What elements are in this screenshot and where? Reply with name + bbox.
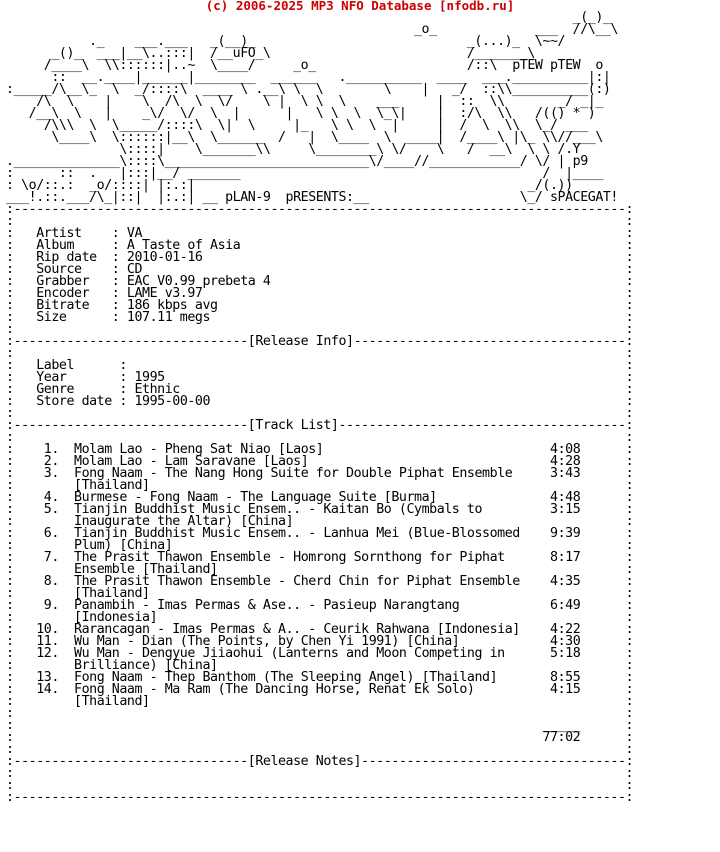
track-duration: 3:43 [550, 466, 581, 481]
ascii-art-line: .______________\::::\___________________________\/____//____________/ \/ | p9 [6, 154, 588, 169]
track-title: Ensemble [Thailand] [74, 562, 218, 577]
field-value: CD [126, 262, 143, 277]
ascii-art-line: : \o/::.: _o/::::| |:.:| _/(.)) [6, 178, 573, 193]
ascii-art-line: ___!.::.___/\_|::| |:.:| __ pLAN-9 pRESENTS:__ \_/ sPACEGAT! [6, 190, 618, 205]
track-number: 4. [13, 490, 59, 505]
field-label: Size [36, 310, 112, 325]
track-duration: 4:15 [550, 682, 581, 697]
field-value: LAME v3.97 [126, 286, 203, 301]
track-title: The Prasit Thawon Ensemble - Homrong Sornthong for Piphat [74, 550, 505, 565]
field-label: Label [36, 358, 120, 373]
field-value: 1995 [134, 370, 165, 385]
field-value: 1995-00-00 [134, 394, 211, 409]
total-time: 77:02 [542, 730, 581, 745]
field-label: Year [36, 370, 120, 385]
track-number: 6. [13, 526, 59, 541]
ascii-art-line: /\ \ | \ /\ \ \/ \ | \ \ \ ___ | :: \\ _/ _|_ [6, 94, 603, 109]
field-label: Source [36, 262, 112, 277]
track-number: 3. [13, 466, 59, 481]
track-number: 9. [13, 598, 59, 613]
ascii-art-line: ._ ___.___ _(__)_ _(...)_ \~~/ [6, 34, 566, 49]
track-title: Wu Man - Dengyue Jiiaohui (Lanterns and Moon Competing in [74, 646, 505, 661]
field-label: Album [36, 238, 112, 253]
track-duration: 4:22 [550, 622, 581, 637]
field-value: 186 kbps avg [126, 298, 218, 313]
track-title: Fong Naam - Thep Banthom (The Sleeping Angel) [Thailand] [74, 670, 498, 685]
field-value: VA [126, 226, 143, 241]
track-number: 2. [13, 454, 59, 469]
track-number: 13. [13, 670, 59, 685]
field-label: Encoder [36, 286, 112, 301]
track-title: Brilliance) [China] [74, 658, 218, 673]
track-title: Plum) [China] [74, 538, 173, 553]
track-title: The Prasit Thawon Ensemble - Cherd Chin for Piphat Ensemble [74, 574, 520, 589]
field-label: Rip date [36, 250, 112, 265]
track-duration: 4:08 [550, 442, 581, 457]
track-title: Tianjin Buddhist Music Ensem.. - Lanhua Mei (Blue-Blossomed [74, 526, 520, 541]
ascii-art-line: _()_ ___|__\..:::| /__uFO_\ /_______\ [6, 46, 535, 61]
track-duration: 9:39 [550, 526, 581, 541]
nfo-text: _(_)_ _o_ ___ //\__\ ._ ___.___ _(__)_ _(...)_ \~~/ _()_ ___|__\..:::| /__uFO_\ /_______\ /____\ \\::::::|..~ \____/ _o_ /::\ pTEW pTEW o :: __.____|______|________ ______ .__________ ____ ___.__________|:| :_____/\__\_ \ _/::::\ ____ \ .__\ \ \ \ | _/ ::\\__________(:) /\ \ | \ /\ \ \/ \ | \ \ \ ___ | :: \\ _/ _|_ /__\ \ | _\/ \/ \ | | \ \ \ \_\| | :/\ \\ /(() * ) /\\\ \ \_____/::::\ \| \ |_ \ \ \ | | / \ \\ \_/ ___ \____\ \::::::|__\ \______ / | \____ \ ____| /____\ |\_ \\//___\ \::::| \_______\\ \________\ \/ \ / __\ \ \ /.Y .______________\::::\___________________________\/____//____________/ \/ | p9 : :: . |:::|__/ _______ / |____ : \o/::.: _o/::::| |:.:| _/(.)) ___!.::.___/\_|::| |:.:| __ pLAN-9 pRESENTS:__ \_/ sPACEGAT! :---------------------------------------------------------------------------------: : : : Artist : VA : : Album : A Taste of Asia : : Rip date : 2010-01-16 : : Source : CD : : Grabber : EAC V0.99 prebeta 4 : : Encoder : LAME v3.97 : : Bitrate : 186 kbps avg : : Size : 107.11 megs : : : :-------------------------------[Release Info]------------------------------------: : : : Label : : : Year : 1995 : : Genre : Ethnic : : Store date : 1995-00-00 : : : :-------------------------------[Track List]--------------------------------------: : : : 1. Molam Lao - Pheng Sat Niao [Laos] 4:08 : : 2. Molam Lao - Lam Saravane [Laos] 4:28 : : 3. Fong Naam - The Nang Hong Suite for Double Piphat Ensemble 3:43 : : [Thailand] : : 4. Burmese - Fong Naam - The Language Suite [Burma] 4:48 : : 5. Tianjin Buddhist Music Ensem.. - Kaitan Bo (Cymbals to 3:15 : : Inaugurate the Altar) [China] : : 6. Tianjin Buddhist Music Ensem.. - Lanhua Mei (Blue-Blossomed 9:39 : : Plum) [China] : : 7. The Prasit Thawon Ensemble - Homrong Sornthong for Piphat 8:17 : : Ensemble [Thailand] : : 8. The Prasit Thawon Ensemble - Cherd Chin for Piphat Ensemble 4:35 : : [Thailand] : : 9. Panambih - Imas Permas & Ase.. - Pasieup Narangtang 6:49 : : [Indonesia] : : 10. Rarancagan - Imas Permas & A.. - Ceurik Rahwana [Indonesia] 4:22 : : 11. Wu Man - Dian (The Points, by Chen Yi 1991) [China] 4:30 : : 12. Wu Man - Dengyue Jiiaohui (Lanterns and Moon Competing in 5:18 : : Brilliance) [China] : : 13. Fong Naam - Thep Banthom (The Sleeping Angel) [Thailand] 8:55 : : 14. Fong Naam - Ma Ram (The Dancing Horse, Renat Ek Solo) 4:15 : : [Thailand] : : : : _____ : : 77:02 : : : :-------------------------------[Release Notes]-----------------------------------: : : : : :---------------------------------------------------------------------------------: [6, 10, 634, 805]
track-title: Burmese - Fong Naam - The Language Suite [Burma] [74, 490, 437, 505]
field-label: Genre [36, 382, 120, 397]
field-value: Ethnic [134, 382, 180, 397]
section-title: [Track List] [247, 418, 339, 433]
track-duration: 4:28 [550, 454, 581, 469]
track-number: 12. [13, 646, 59, 661]
track-title: Wu Man - Dian (The Points, by Chen Yi 1991) [China] [74, 634, 460, 649]
track-title: Fong Naam - Ma Ram (The Dancing Horse, Renat Ek Solo) [74, 682, 475, 697]
section-title: [Release Info] [247, 334, 354, 349]
ascii-art-line: _o_ ___ //\__\ [6, 22, 618, 37]
field-value: A Taste of Asia [126, 238, 241, 253]
track-title: Panambih - Imas Permas & Ase.. - Pasieup Narangtang [74, 598, 460, 613]
track-duration: 4:30 [550, 634, 581, 649]
track-title: [Indonesia] [74, 610, 158, 625]
ascii-art-line: :: __.____|______|________ ______ .__________ ____ ___.__________|:| [6, 70, 611, 85]
track-title: Molam Lao - Lam Saravane [Laos] [74, 454, 309, 469]
ascii-art-line: : :: . |:::|__/ _______ / |____ [6, 166, 603, 181]
site-header: (c) 2006-2025 MP3 NFO Database [nfodb.ru] [205, 0, 515, 13]
ascii-art-line: /\\\ \ \_____/::::\ \| \ |_ \ \ \ | | / \ \\ \_/ ___ [6, 118, 588, 133]
track-number: 5. [13, 502, 59, 517]
field-label: Artist [36, 226, 112, 241]
track-title: [Thailand] [74, 694, 150, 709]
ascii-art-line: :---------------------------------------------------------------------------------: [6, 202, 634, 217]
field-value: 107.11 megs [126, 310, 211, 325]
track-title: Fong Naam - The Nang Hong Suite for Double Piphat Ensemble [74, 466, 513, 481]
ascii-art-line: /____\ \\::::::|..~ \____/ _o_ /::\ pTEW pTEW o [6, 58, 603, 73]
track-title: [Thailand] [74, 478, 150, 493]
field-label: Grabber [36, 274, 112, 289]
track-duration: 6:49 [550, 598, 581, 613]
track-title: Inaugurate the Altar) [China] [74, 514, 294, 529]
track-duration: 3:15 [550, 502, 581, 517]
track-number: 8. [13, 574, 59, 589]
field-value: 2010-01-16 [126, 250, 203, 265]
track-duration: 5:18 [550, 646, 581, 661]
track-number: 11. [13, 634, 59, 649]
field-label: Bitrate [36, 298, 112, 313]
track-duration: 8:17 [550, 550, 581, 565]
track-number: 1. [13, 442, 59, 457]
track-number: 10. [13, 622, 59, 637]
ascii-art-line: _(_)_ [6, 10, 611, 25]
track-duration: 4:48 [550, 490, 581, 505]
track-title: [Thailand] [74, 586, 150, 601]
section-title: [Release Notes] [247, 754, 362, 769]
ascii-art-line: \::::| \_______\\ \________\ \/ \ / __\ \ \ /.Y [6, 142, 581, 157]
track-duration: 8:55 [550, 670, 581, 685]
ascii-art-line: /__\ \ | _\/ \/ \ | | \ \ \ \_\| | :/\ \\ /(() * ) [6, 106, 596, 121]
field-label: Store date [36, 394, 120, 409]
track-title: Rarancagan - Imas Permas & A.. - Ceurik Rahwana [Indonesia] [74, 622, 520, 637]
field-value: EAC V0.99 prebeta 4 [126, 274, 271, 289]
track-title: Molam Lao - Pheng Sat Niao [Laos] [74, 442, 324, 457]
track-duration: 4:35 [550, 574, 581, 589]
ascii-art-line: :_____/\__\_ \ _/::::\ ____ \ .__\ \ \ \ | _/ ::\\__________(:) [6, 82, 611, 97]
track-number: 7. [13, 550, 59, 565]
track-number: 14. [13, 682, 59, 697]
track-title: Tianjin Buddhist Music Ensem.. - Kaitan Bo (Cymbals to [74, 502, 483, 517]
ascii-art-line: \____\ \::::::|__\ \______ / | \____ \ ____| /____\ |\_ \\//___\ [6, 130, 603, 145]
total-rule: _____ [542, 718, 581, 733]
